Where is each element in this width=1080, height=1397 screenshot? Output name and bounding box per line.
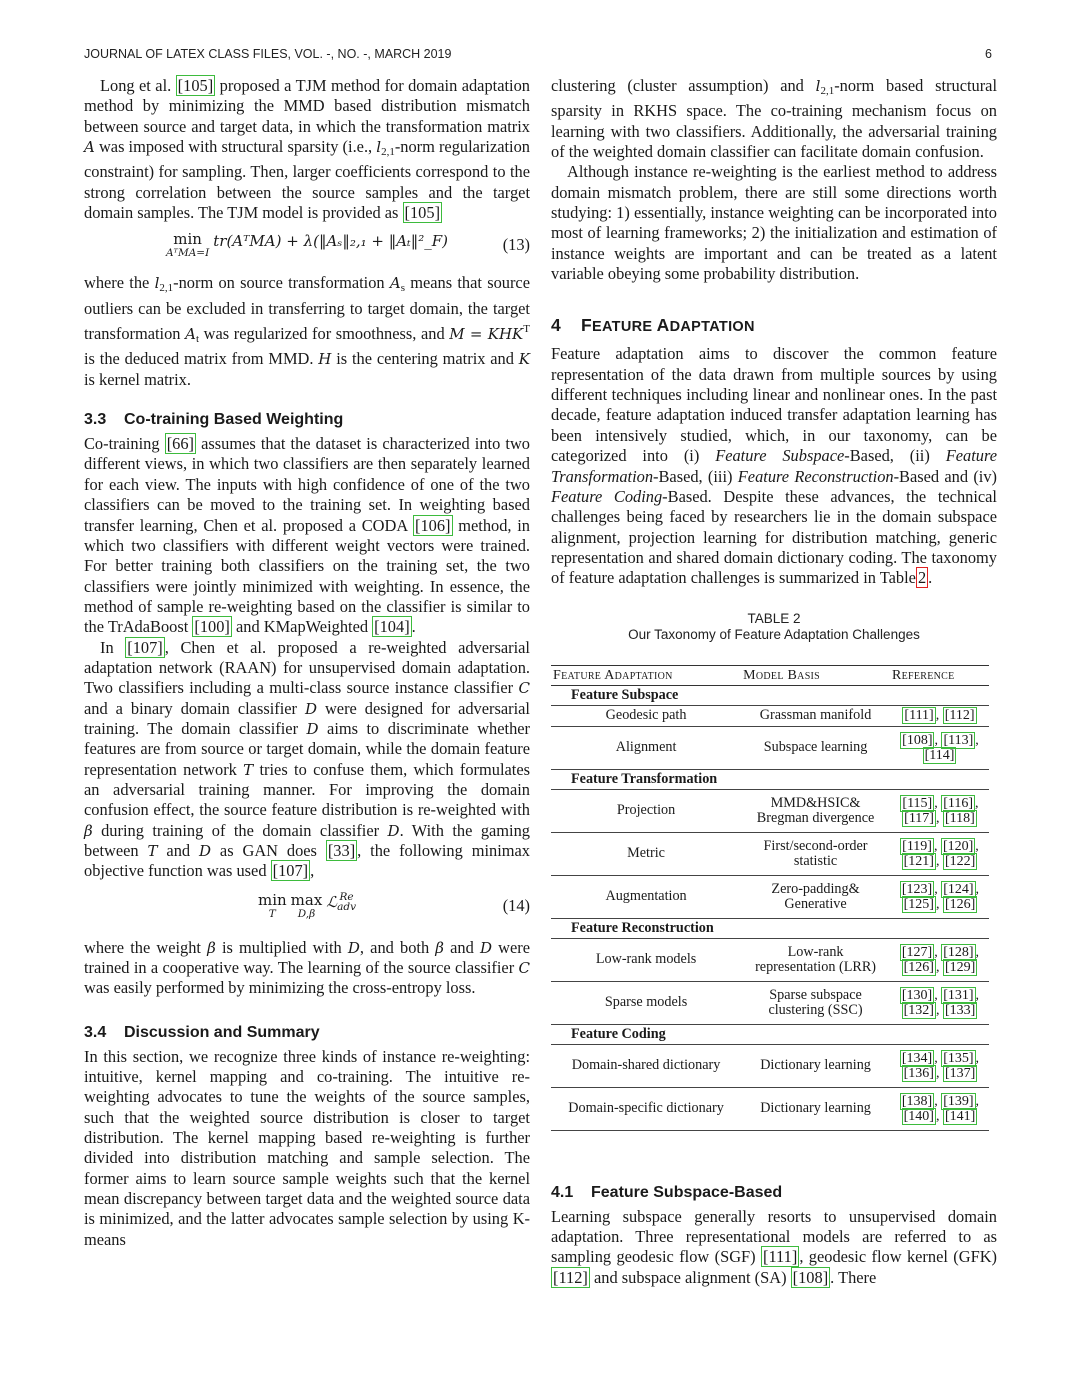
page-number: 6: [985, 47, 992, 61]
model-basis-cell: Low-rank representation (LRR): [741, 938, 890, 981]
running-header: [84, 47, 992, 61]
reference-cell: [127] , [128] , [126] , [129]: [890, 938, 989, 981]
table-reference-link[interactable]: 2: [917, 568, 927, 588]
equation-13: min AᵀMA=I tr(AᵀMA) + λ(‖Aₛ‖₂,₁ + ‖Aₜ‖²_F) (13): [165, 230, 530, 260]
paragraph-raan: In [107] , Chen et al. proposed a re-weighted adversarial adaptation network (RAAN) for unsupervised domain adaptation. Two classifiers including a multi-class source instance classifier C and a binary domain classifier D were designed for adversarial training. The domain classifier D aims to discriminate whether features are from source or target domain, while the domain feature representation network T tries to confuse them, which formulates an adversarial training manner. For improving the domain confusion effect, the source feature distribution is re-weighted with β during training of the domain classifier D. With the gaming between T and D as GAN does [33] , the following minimax objective function was used [107] ,: [84, 637, 531, 881]
table-row: [551, 1044, 989, 1087]
citation-link[interactable]: [131]: [943, 987, 974, 1003]
citation-link[interactable]: [133]: [944, 1002, 976, 1018]
model-basis-cell: MMD&HSIC& Bregman divergence: [741, 789, 890, 832]
citation-link[interactable]: [117]: [904, 810, 934, 826]
adaptation-cell: Domain-shared dictionary: [551, 1044, 741, 1087]
table-group-row: [551, 685, 989, 705]
equation-number: (14): [502, 895, 530, 915]
table-row: [551, 938, 989, 981]
equation-number: (13): [502, 235, 530, 255]
paragraph-discussion: In this section, we recognize three kinds of instance re-weighting: intuitive, kernel mapping and co-training. The intuitive re-weighting advocates to tune the weights of the source samples, such that the weighted source distribution is closer to target distribution. The kernel mapping based re-weighting is further divided into distribution matching and sample selection. The former aims to learn source sample weights such that the kernel mean discrepancy between target data and the weighted source data is minimized, and the latter advocates sample selection by using K-means: [84, 1046, 530, 1249]
adaptation-cell: Metric: [551, 832, 741, 875]
column-header: Feature Adaptation: [551, 665, 741, 685]
citation-link[interactable]: [114]: [924, 747, 955, 763]
table-title: Our Taxonomy of Feature Adaptation Challenges: [628, 626, 920, 642]
section-heading-4: 4 FEATURE ADAPTATION: [551, 315, 755, 336]
group-label: Feature Subspace: [551, 685, 989, 705]
adaptation-cell: Sparse models: [551, 981, 741, 1024]
table-caption: [551, 611, 997, 643]
citation-link[interactable]: [107]: [272, 861, 309, 881]
table-row: [551, 832, 989, 875]
model-basis-cell: Grassman manifold: [741, 705, 890, 726]
citation-link[interactable]: [33]: [327, 841, 356, 860]
model-basis-cell: Dictionary learning: [741, 1044, 890, 1087]
citation-link[interactable]: [108]: [902, 732, 933, 748]
citation-link[interactable]: [106]: [415, 515, 451, 535]
citation-link[interactable]: [107]: [127, 637, 163, 657]
reference-cell: [134] , [135] , [136] , [137]: [890, 1044, 989, 1087]
citation-link[interactable]: [123]: [901, 881, 933, 897]
model-basis-cell: Dictionary learning: [741, 1087, 890, 1130]
table-group-row: [551, 1024, 989, 1044]
table-row: [551, 1087, 989, 1130]
model-basis-cell: Subspace learning: [741, 726, 890, 769]
reference-cell: [130] , [131] , [132] , [133]: [890, 981, 989, 1024]
equation-body: tr(AᵀMA) + λ(‖Aₛ‖₂,₁ + ‖Aₜ‖²_F): [213, 232, 449, 251]
adaptation-cell: Augmentation: [551, 875, 741, 918]
adaptation-cell: Low-rank models: [551, 938, 741, 981]
citation-link[interactable]: [126]: [944, 896, 976, 912]
table-label: TABLE 2: [747, 610, 801, 626]
citation-link[interactable]: [112]: [944, 708, 975, 724]
citation-link[interactable]: [105]: [404, 203, 441, 223]
paragraph-norm-explanation: where the $l_{2,1}$-norm on source transformation $A_s$ means that source outliers can be excluded in transferring to target domain, the target transformation $A_t$ was regularized for smoothness, and $M = KHK^T$ is the deduced matrix from MMD. H is the centering matrix and K is kernel matrix.: [84, 273, 530, 389]
reference-cell: [119] , [120] , [121] , [122]: [890, 832, 989, 875]
citation-link[interactable]: [100]: [194, 617, 230, 637]
equation-14: min T max D,β ℒ Re adv (14): [257, 890, 530, 920]
citation-link[interactable]: [137]: [944, 1065, 976, 1081]
citation-link[interactable]: [134]: [901, 1050, 933, 1066]
citation-link[interactable]: [119]: [902, 838, 932, 854]
taxonomy-table: [551, 665, 989, 1131]
left-column: [84, 76, 530, 1250]
model-basis-cell: Sparse subspace clustering (SSC): [741, 981, 890, 1024]
group-label: Feature Reconstruction: [551, 918, 989, 938]
citation-link[interactable]: [122]: [944, 853, 976, 869]
citation-link[interactable]: [127]: [901, 944, 933, 960]
citation-link[interactable]: [104]: [374, 617, 410, 637]
paragraph-feature-adaptation: Feature adaptation aims to discover the common feature representation of the data drawn from multiple sources by using different techniques including linear and nonlinear ones. In the past decade, feature adaptation induced transfer adaptation learning has been intensively studied, which, in our taxonomy, can be categorized into (i) Feature Subspace-Based, (ii) Feature Transformation-Based, (iii) Feature Reconstruction-Based and (iv) Feature Coding-Based. Despite these advances, the technical challenges being faced by researchers lie in the domain subspace alignment, projection learning for distribution matching, generic representation and shared domain dictionary coding. The taxonomy of feature adaptation challenges is summarized in Table 2 .: [551, 344, 998, 588]
column-header: Reference: [890, 665, 989, 685]
citation-link[interactable]: [118]: [944, 810, 975, 826]
min-operator: min: [173, 230, 202, 249]
citation-link[interactable]: [139]: [943, 1093, 974, 1109]
table-row: [551, 705, 989, 726]
citation-link[interactable]: [115]: [902, 795, 933, 811]
right-column: [551, 76, 997, 1288]
citation-link[interactable]: [141]: [944, 1108, 976, 1124]
model-basis-cell: Zero-padding& Generative: [741, 875, 890, 918]
paragraph-clustering: clustering (cluster assumption) and $l_{2,1}$-norm based structural sparsity in RKHS space. The co-training mechanism focus on learning with two classifiers. Additionally, the adversarial training of the weighted domain classifier can facilitate domain confusion.: [551, 76, 998, 162]
citation-link[interactable]: [128]: [943, 944, 974, 960]
citation-link[interactable]: [125]: [903, 896, 934, 912]
citation-link[interactable]: [111]: [763, 1247, 798, 1267]
citation-link[interactable]: [126]: [903, 959, 934, 975]
adaptation-cell: Alignment: [551, 726, 741, 769]
citation-link[interactable]: [140]: [903, 1108, 934, 1124]
citation-link[interactable]: [112]: [553, 1267, 588, 1287]
citation-link[interactable]: [130]: [901, 987, 933, 1003]
citation-link[interactable]: [120]: [942, 838, 974, 854]
citation-link[interactable]: [66]: [166, 434, 194, 454]
section-heading-3-3: 3.3 Co-training Based Weighting: [84, 411, 344, 429]
paragraph-weight-beta: where the weight β is multiplied with D, and both β and D were trained in a cooperative way. The learning of the source classifier C was easily performed by minimizing the cross-entropy loss.: [84, 937, 530, 998]
table-group-row: [551, 918, 989, 938]
citation-link[interactable]: [124]: [943, 881, 974, 897]
paragraph-cotraining: Co-training [66] assumes that the dataset is characterized into two different views, in which two classifiers are then separately learned for each view. The inputs with high confidence of one of the two classifiers can be moved to the training set. In weighting based transfer learning, Chen et al. proposed a CODA [106] method, in which two classifiers with different weight vectors were trained. For better training both classifiers on the training set, the two classifiers were jointly minimized with weighting. In essence, the method of sample re-weighting based on the classifier is similar to the TrAdaBoost [100] and KMapWeighted [104] .: [84, 434, 530, 637]
group-label: Feature Transformation: [551, 769, 989, 789]
adaptation-cell: Projection: [551, 789, 741, 832]
citation-link[interactable]: [132]: [903, 1002, 934, 1018]
reference-cell: [123] , [124] , [125] , [126]: [890, 875, 989, 918]
citation-link[interactable]: [108]: [792, 1267, 829, 1287]
table-row: [551, 875, 989, 918]
citation-link[interactable]: [121]: [903, 853, 934, 869]
table-row: [551, 789, 989, 832]
section-heading-4-1: 4.1 Feature Subspace-Based: [551, 1183, 783, 1201]
citation-link[interactable]: [113]: [943, 732, 974, 748]
citation-link[interactable]: [111]: [904, 708, 934, 724]
paragraph-directions: Although instance re-weighting is the earliest method to address domain mismatch problem, there are still some directions worth studying: 1) essentially, instance weighting can be incorporated into most of learning frameworks; 2) the initialization and estimation of instance weights are important and can be treated as a latent variable obeying some probability distribution.: [551, 162, 997, 284]
paragraph-tjm: Long et al. [105] proposed a TJM method for domain adaptation method by minimizing the MMD based distribution mismatch between source and target data, in which the transformation matrix A was imposed with structural sparsity (i.e., $l_{2,1}$-norm regularization constraint) for sampling. Then, larger coefficients correspond to the strong correlation between the source samples and the target domain samples. The TJM model is provided as [105]: [84, 76, 530, 223]
citation-link[interactable]: [116]: [943, 795, 974, 811]
table-row: [551, 981, 989, 1024]
citation-link[interactable]: [138]: [901, 1093, 933, 1109]
reference-cell: [138] , [139] , [140] , [141]: [890, 1087, 989, 1130]
column-header: Model Basis: [741, 665, 890, 685]
table-row: [551, 726, 989, 769]
adaptation-cell: Geodesic path: [551, 705, 741, 726]
model-basis-cell: First/second-order statistic: [741, 832, 890, 875]
citation-link[interactable]: [105]: [177, 76, 214, 95]
citation-link[interactable]: [136]: [903, 1065, 934, 1081]
journal-title: JOURNAL OF LATEX CLASS FILES, VOL. -, NO. -, MARCH 2019: [84, 47, 452, 61]
reference-cell: [108] , [113] , [114]: [890, 726, 989, 769]
table-group-row: [551, 769, 989, 789]
citation-link[interactable]: [129]: [944, 959, 976, 975]
adaptation-cell: Domain-specific dictionary: [551, 1087, 741, 1130]
citation-link[interactable]: [135]: [943, 1050, 974, 1066]
paragraph-subspace: Learning subspace generally resorts to unsupervised domain adaptation. Three representational models are referred to as sampling geodesic flow (SGF) [111] , geodesic flow kernel (GFK) [112] and subspace alignment (SA) [108] . There: [551, 1206, 997, 1287]
reference-cell: [111] , [112]: [890, 705, 989, 726]
section-heading-3-4: 3.4 Discussion and Summary: [84, 1023, 320, 1041]
group-label: Feature Coding: [551, 1024, 989, 1044]
reference-cell: [115] , [116] , [117] , [118]: [890, 789, 989, 832]
